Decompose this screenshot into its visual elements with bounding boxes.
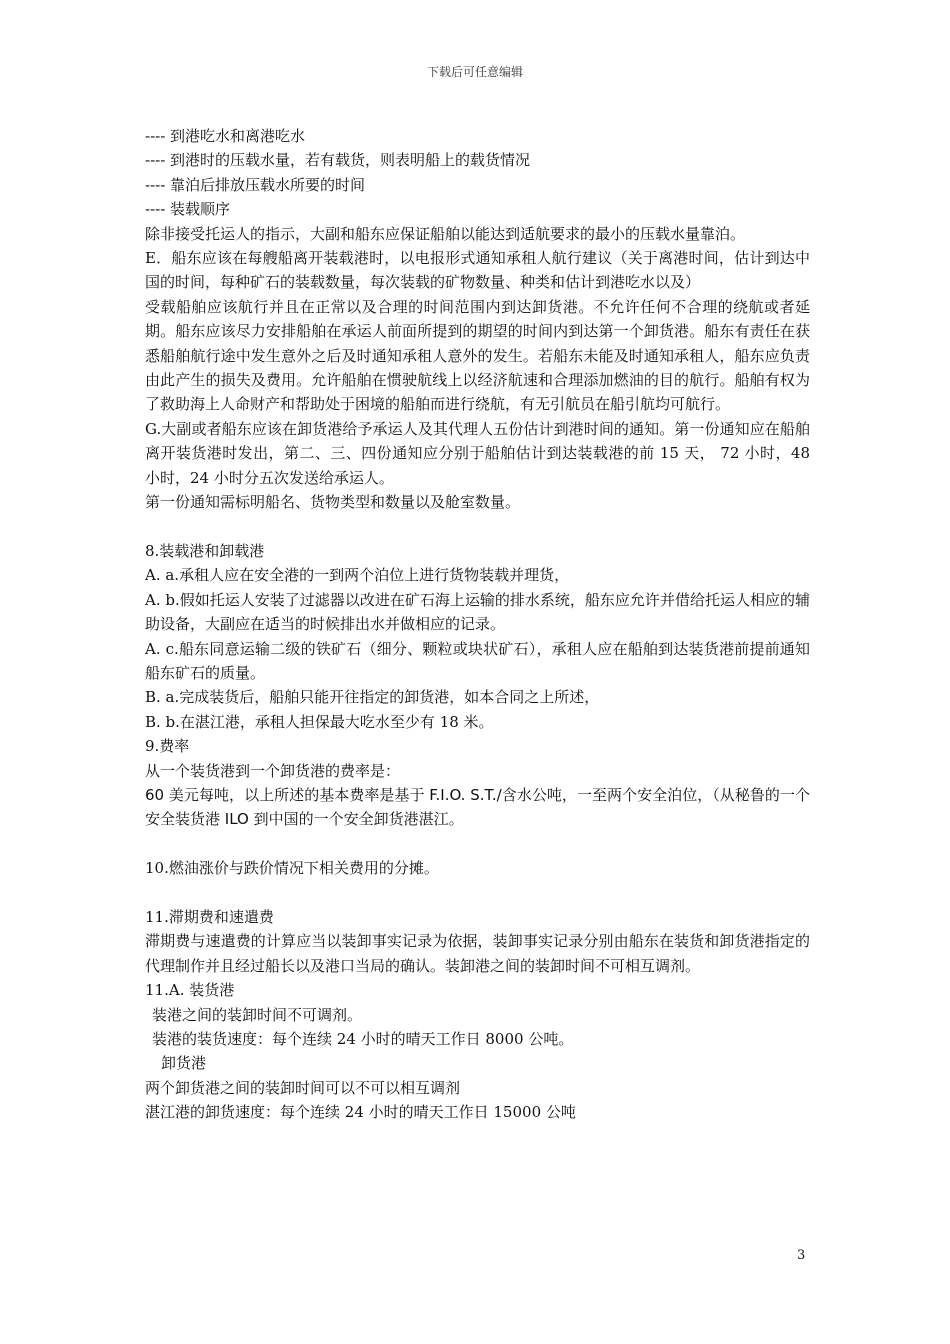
rate-terms: F.I.O. S.T./ [429, 785, 502, 804]
section-heading: 8.装载港和卸载港 [145, 541, 265, 560]
paragraph: 滞期费与速遣费的计算应当以装卸事实记录为依据，装卸事实记录分别由船东在装货和卸货港指定的代理制作并且经过船长以及港口当局的确认。装卸港之间的装卸时间不可相互调剂。 [145, 932, 810, 975]
list-item: ---- 装载顺序 [145, 200, 231, 219]
paragraph: 两个卸货港之间的装卸时间可以不可以相互调剂 [145, 1078, 461, 1097]
list-item: ---- 靠泊后排放压载水所要的时间 [145, 175, 366, 194]
clause-item: A. b.假如托运人安装了过滤器以改进在矿石海上运输的排水系统，船东应允许并借给托运人相应的辅助设备，大副应在适当的时候排出水并做相应的记录。 [145, 590, 810, 634]
paragraph: 湛江港的卸货速度：每个连续 24 小时的晴天工作日 15000 公吨 [145, 1103, 576, 1122]
rate-paragraph [145, 783, 810, 832]
document-body [145, 124, 810, 1125]
clause-item: B. a.完成装货后，船舶只能开往指定的卸货港，如本合同之上所述， [145, 688, 600, 707]
paragraph: 受载船舶应该航行并且在正常以及合理的时间范围内到达卸货港。不允许任何不合理的绕航或者延期。船东应该尽力安排船舶在承运人前面所提到的期望的时间内到达第一个卸货港。船东有责任在获悉船舶航行途中发生意外之后及时通知承租人意外的发生。若船东未能及时通知承租人，船东应负责由此产生的损失及费用。允许船舶在惯驶航线上以经济航速和合理添加燃油的目的航行。船舶有权为了救助海上人命财产和帮助处于困境的船舶而进行绕航，有无引航员在船引航均可航行。 [145, 297, 810, 414]
port-name: ILO [224, 810, 249, 829]
blank-line [145, 832, 810, 856]
rate-text: 美元每吨，以上所述的基本费率是基于 [164, 785, 430, 804]
paragraph: 装港的装货速度：每个连续 24 小时的晴天工作日 8000 公吨。 [152, 1029, 574, 1048]
paragraph: 除非接受托运人的指示，大副和船东应保证船舶以能达到适航要求的最小的压载水量靠泊。 [145, 224, 746, 243]
section-heading: 11.A. 装货港 [145, 981, 235, 1000]
blank-line [145, 881, 810, 905]
paragraph: 第一份通知需标明船名、货物类型和数量以及舱室数量。 [145, 493, 521, 512]
clause-item: A. c.船东同意运输二级的铁矿石（细分、颗粒或块状矿石），承租人应在船舶到达装货港前提前通知船东矿石的质量。 [145, 639, 810, 682]
paragraph: G.大副或者船东应该在卸货港给予承运人及其代理人五份估计到港时间的通知。第一份通知应在船舶离开装货港时发出，第二、三、四份通知应分别于船舶估计到达装载港的前 15 天， 72 小时，48 小时，24 小时分五次发送给承运人。 [145, 419, 810, 487]
section-heading: 10.燃油涨价与跌价情况下相关费用的分摊。 [145, 859, 439, 878]
page-header: 下载后可任意编辑 [426, 65, 523, 79]
paragraph: 装港之间的装卸时间不可调剂。 [152, 1005, 363, 1024]
section-heading: 9.费率 [145, 737, 190, 756]
rate-text: 含水公吨，一至两个安全泊位，（从秘鲁的一个安全装货港 [145, 785, 810, 829]
rate-value: 60 [145, 785, 165, 804]
blank-line [145, 515, 810, 539]
subsection-heading: 卸货港 [161, 1054, 207, 1073]
page-number: 3 [797, 1248, 806, 1263]
rate-text: 到中国的一个安全卸货港湛江。 [248, 810, 464, 829]
section-heading: 11.滞期费和速遣费 [145, 907, 274, 926]
paragraph: 从一个装货港到一个卸货港的费率是： [145, 761, 401, 780]
paragraph: E．船东应该在每艘船离开装载港时，以电报形式通知承租人航行建议（关于离港时间，估计到达中国的时间，每种矿石的装载数量，每次装载的矿物数量、种类和估计到港吃水以及） [145, 249, 810, 292]
list-item: ---- 到港时的压载水量，若有载货，则表明船上的载货情况 [145, 151, 531, 170]
clause-item: B. b.在湛江港，承租人担保最大吃水至少有 18 米。 [145, 712, 494, 731]
list-item: ---- 到港吃水和离港吃水 [145, 127, 306, 145]
clause-item: A. a.承租人应在安全港的一到两个泊位上进行货物装载并理货， [145, 566, 570, 585]
